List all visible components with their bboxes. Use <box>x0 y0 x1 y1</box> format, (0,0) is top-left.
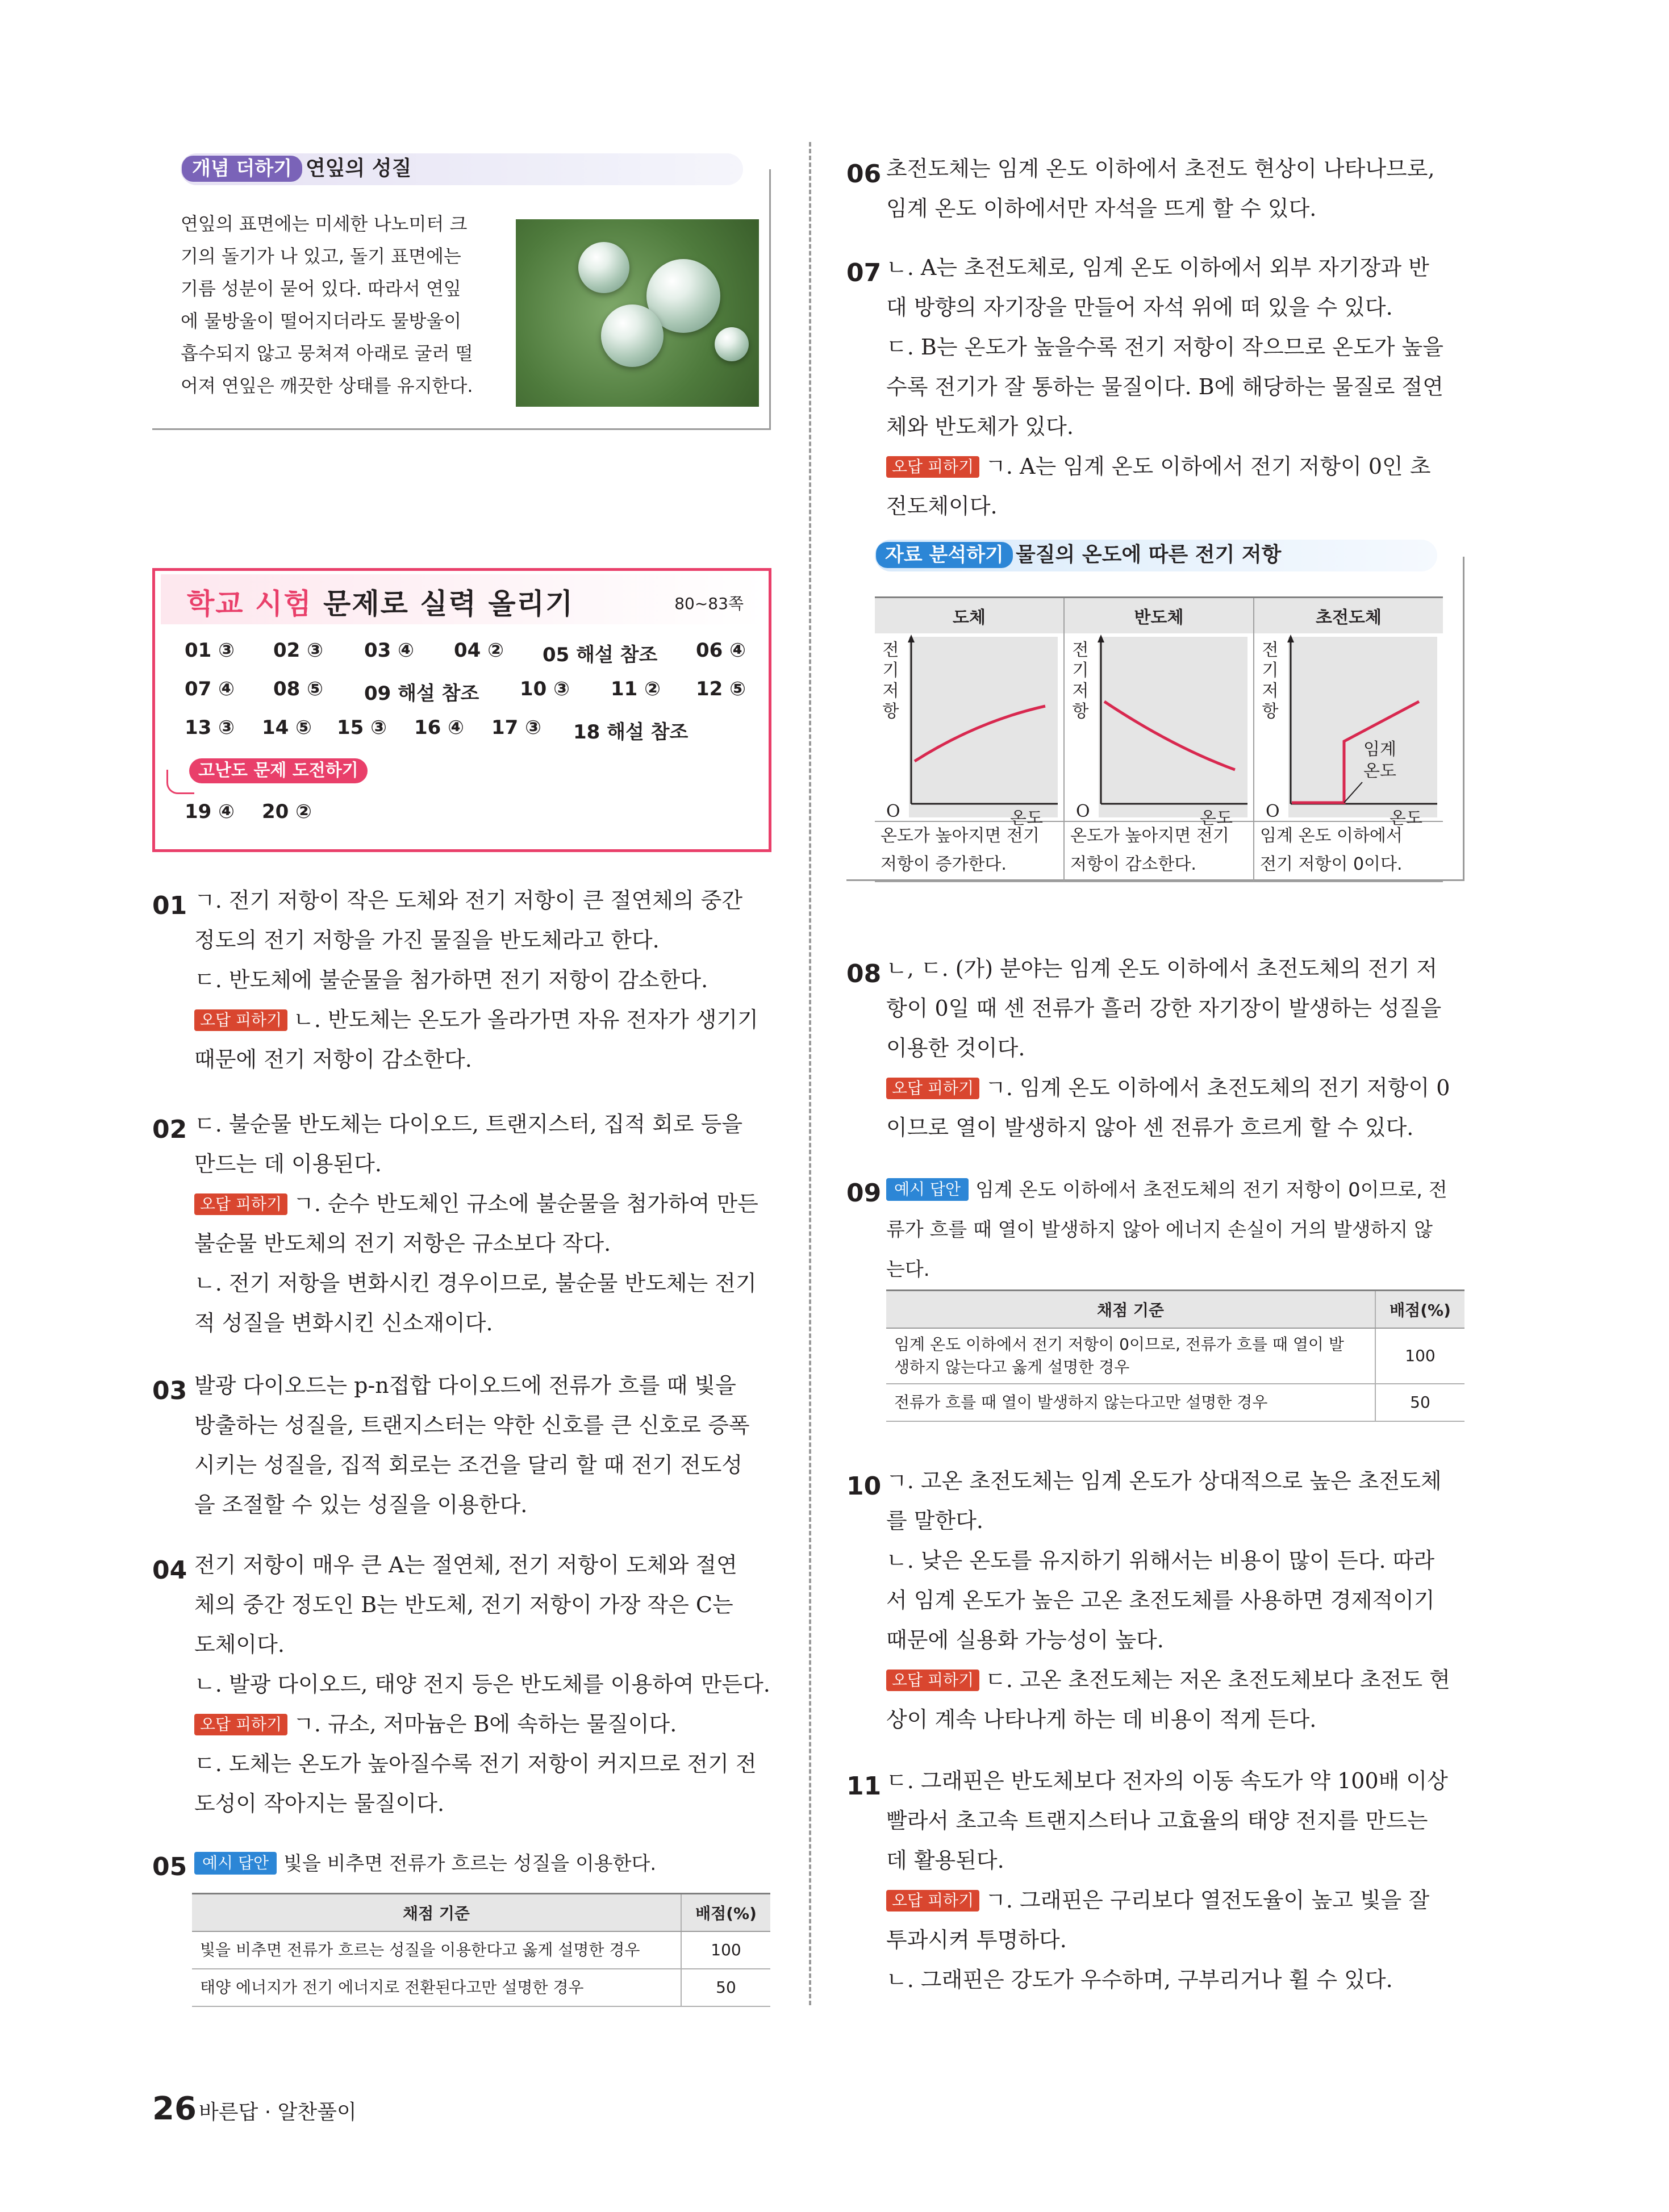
answer-line: ㄴ. A는 초전도체로, 임계 온도 이하에서 외부 자기장과 반 <box>886 255 1429 280</box>
desc-line: 임계 온도 이하에서 <box>1259 826 1403 846</box>
wrong-answer-tag: 오답 피하기 <box>886 1890 979 1911</box>
answer-line: 전도체이다. <box>886 494 998 519</box>
answer-line: 시키는 성질을, 집적 회로는 조건을 달리 할 때 전기 전도성 <box>194 1453 743 1478</box>
answer-item: 02 ③ <box>273 639 323 662</box>
y-label-char: 항 <box>1262 702 1279 721</box>
question-number: 03 <box>152 1376 187 1405</box>
answer-item: 14 ⑤ <box>262 716 312 739</box>
answer-item: 16 ④ <box>414 716 464 739</box>
answer-line <box>886 1660 1450 1700</box>
answer-text: ㄱ. 순수 반도체인 규소에 불순물을 첨가하여 만든 <box>293 1191 758 1216</box>
answer-line: 임계 온도 이하에서만 자석을 뜨게 할 수 있다. <box>886 196 1317 221</box>
answer-text: ㄱ. 그래핀은 구리보다 열전도율이 높고 빛을 잘 <box>985 1888 1430 1913</box>
critical-label-line: 온도 <box>1363 761 1396 781</box>
concept-line: 어져 연잎은 깨끗한 상태를 유지한다. <box>181 375 473 397</box>
column-conductor: 도체 <box>875 598 1064 634</box>
example-answer-tag: 예시 답안 <box>194 1852 277 1875</box>
y-axis-label <box>1259 640 1282 722</box>
question-number: 07 <box>846 258 882 287</box>
desc-line: 저항이 증가한다. <box>881 854 1007 874</box>
concept-line: 에 물방울이 떨어지더라도 물방울이 <box>181 310 462 332</box>
semiconductor-curve <box>1104 702 1235 770</box>
critical-label-line: 임계 <box>1363 740 1396 759</box>
graph-row <box>875 633 1443 821</box>
answer-line: 전기 저항이 매우 큰 A는 절연체, 전기 저항이 도체와 절연 <box>194 1552 737 1577</box>
y-label-char: 전 <box>882 640 899 660</box>
exam-title-accent: 학교 시험 <box>187 587 312 620</box>
semiconductor-description <box>1064 821 1254 882</box>
answer-item: 13 ③ <box>185 716 235 739</box>
answer-item: 18 해설 참조 <box>573 721 689 744</box>
scoring-table-09 <box>886 1289 1464 1422</box>
data-analysis-box <box>846 540 1466 880</box>
y-label-char: 저 <box>882 681 899 701</box>
answer-line <box>886 1170 1447 1210</box>
wrong-answer-tag: 오답 피하기 <box>886 1670 979 1691</box>
answer-line: 체와 반도체가 있다. <box>886 414 1074 439</box>
table-cell: 50 <box>1375 1384 1464 1421</box>
answer-item: 09 해설 참조 <box>364 682 479 705</box>
exam-header <box>161 574 766 624</box>
table-cell: 전류가 흐를 때 열이 발생하지 않는다고만 설명한 경우 <box>886 1384 1375 1421</box>
answer-item: 12 ⑤ <box>696 678 746 700</box>
answer-text: ㄷ. 고온 초전도체는 저온 초전도체보다 초전도 현 <box>985 1667 1450 1692</box>
answer-line <box>194 1704 677 1744</box>
wrong-answer-tag: 오답 피하기 <box>886 1078 979 1099</box>
answer-line: 이용한 것이다. <box>886 1036 1025 1061</box>
answer-line: ㄷ. B는 온도가 높을수록 전기 저항이 작으므로 온도가 높을 <box>886 335 1443 360</box>
table-cell: 100 <box>681 1931 770 1969</box>
answer-line <box>886 1068 1450 1108</box>
y-axis-arrow <box>1287 635 1294 642</box>
question-number: 11 <box>846 1772 882 1801</box>
water-drop <box>601 304 664 367</box>
answer-item: 08 ⑤ <box>273 678 323 700</box>
answer-line: ㄱ. 전기 저항이 작은 도체와 전기 저항이 큰 절연체의 중간 <box>194 888 743 913</box>
desc-line: 온도가 높아지면 전기 <box>1070 826 1229 846</box>
y-label-char: 항 <box>882 702 899 721</box>
column-divider <box>809 142 811 2005</box>
answer-item: 07 ④ <box>185 678 235 700</box>
table-row <box>886 1328 1464 1384</box>
answer-line: 정도의 전기 저항을 가진 물질을 반도체라고 한다. <box>194 928 660 953</box>
exam-pages: 80~83쪽 <box>674 594 744 613</box>
page-number: 26 <box>152 2090 197 2127</box>
answer-item: 20 ② <box>262 800 312 823</box>
concept-box <box>152 153 771 428</box>
answer-line: ㄷ. 반도체에 불순물을 첨가하면 전기 저항이 감소한다. <box>194 967 708 992</box>
cell-line: 생하지 않는다고 옳게 설명한 경우 <box>894 1358 1130 1376</box>
answer-line: 도체이다. <box>194 1632 285 1657</box>
answer-line: ㄴ, ㄷ. (가) 분야는 임계 온도 이하에서 초전도체의 전기 저 <box>886 956 1438 981</box>
table-row <box>886 1384 1464 1421</box>
scoring-table-05 <box>192 1893 770 2007</box>
y-label-char: 전 <box>1262 640 1279 660</box>
column-superconductor: 초전도체 <box>1254 598 1443 634</box>
example-answer-tag: 예시 답안 <box>886 1178 969 1201</box>
table-cell: 100 <box>1375 1328 1464 1384</box>
water-drop <box>578 242 629 293</box>
answer-line: 발광 다이오드는 p-n접합 다이오드에 전류가 흐를 때 빛을 <box>194 1373 736 1398</box>
table-header-row <box>886 1291 1464 1329</box>
concept-header <box>181 153 743 185</box>
answer-item: 15 ③ <box>337 716 387 739</box>
y-label-char: 전 <box>1072 640 1089 660</box>
exam-title-rest: 문제로 실력 올리기 <box>312 587 574 620</box>
answer-line: 빨라서 초고속 트랜지스터나 고효율의 태양 전지를 만드는 <box>886 1808 1428 1833</box>
lotus-leaf-photo <box>516 219 759 407</box>
graph-cell <box>1064 633 1254 828</box>
y-label-char: 기 <box>1262 661 1279 681</box>
concept-text <box>181 208 499 402</box>
table-row <box>192 1969 770 2006</box>
answer-item: 03 ④ <box>364 639 414 662</box>
x-axis-label: 온도 <box>1010 808 1043 828</box>
exam-answer-box <box>152 568 771 852</box>
column-semiconductor: 반도체 <box>1064 598 1254 634</box>
answer-item: 17 ③ <box>491 716 541 739</box>
y-axis-arrow <box>908 635 915 642</box>
superconductor-curve <box>1292 702 1419 803</box>
answer-line: 때문에 실용화 가능성이 높다. <box>886 1627 1164 1652</box>
wrong-answer-tag: 오답 피하기 <box>194 1193 287 1215</box>
desc-line: 온도가 높아지면 전기 <box>881 826 1040 846</box>
concept-badge: 개념 더하기 <box>182 156 302 182</box>
answer-line: 이므로 열이 발생하지 않아 센 전류가 흐르게 할 수 있다. <box>886 1115 1414 1140</box>
question-number: 08 <box>846 959 882 988</box>
concept-line: 흡수되지 않고 뭉쳐져 아래로 굴러 떨 <box>181 343 473 364</box>
answer-line: ㄷ. 불순물 반도체는 다이오드, 트랜지스터, 집적 회로 등을 <box>194 1112 743 1137</box>
question-number: 10 <box>846 1472 882 1501</box>
question-number: 01 <box>152 891 187 920</box>
superconductor-graph-svg <box>1254 633 1441 821</box>
answer-line: ㄴ. 전기 저항을 변화시킨 경우이므로, 불순물 반도체는 전기 <box>194 1271 757 1296</box>
x-axis-label: 온도 <box>1389 808 1422 828</box>
answer-text: ㄱ. A는 임계 온도 이하에서 전기 저항이 0인 초 <box>985 454 1431 479</box>
answer-item: 06 ④ <box>696 639 746 662</box>
table-header: 배점(%) <box>681 1894 770 1932</box>
answer-text: ㄱ. 규소, 저마늄은 B에 속하는 물질이다. <box>293 1712 677 1737</box>
graph-cell <box>875 633 1064 828</box>
answer-line: 데 활용된다. <box>886 1848 1004 1873</box>
cell-line: 임계 온도 이하에서 전기 저항이 0이므로, 전류가 흐를 때 열이 발 <box>894 1335 1344 1354</box>
x-axis-label: 온도 <box>1199 808 1233 828</box>
answer-line: 체의 중간 정도인 B는 반도체, 전기 저항이 가장 작은 C는 <box>194 1592 733 1617</box>
answer-line: 투과시켜 투명하다. <box>886 1927 1067 1952</box>
answer-line <box>194 1184 758 1224</box>
answer-line: ㄴ. 그래핀은 강도가 우수하며, 구부리거나 휠 수 있다. <box>886 1967 1393 1992</box>
answer-line: ㄴ. 낮은 온도를 유지하기 위해서는 비용이 많이 든다. 따라 <box>886 1548 1435 1573</box>
answer-line: 때문에 전기 저항이 감소한다. <box>194 1047 472 1072</box>
y-label-char: 기 <box>1072 661 1089 681</box>
answer-line: ㄷ. 그래핀은 반도체보다 전자의 이동 속도가 약 100배 이상 <box>886 1768 1448 1793</box>
question-number: 02 <box>152 1115 187 1144</box>
table-row <box>192 1931 770 1969</box>
superconductor-description <box>1254 821 1443 882</box>
question-number: 09 <box>846 1179 882 1208</box>
table-cell: 빛을 비추면 전류가 흐르는 성질을 이용한다고 옳게 설명한 경우 <box>192 1931 681 1969</box>
table-header: 채점 기준 <box>886 1291 1375 1329</box>
wrong-answer-tag: 오답 피하기 <box>194 1714 287 1735</box>
answer-line: 상이 계속 나타나게 하는 데 비용이 적게 든다. <box>886 1707 1317 1732</box>
semiconductor-graph <box>1065 633 1251 828</box>
critical-temp-label <box>1363 739 1396 782</box>
y-label-char: 항 <box>1072 702 1089 721</box>
y-axis-arrow <box>1098 635 1104 642</box>
answer-line: 을 조절할 수 있는 성질을 이용한다. <box>194 1492 528 1517</box>
answer-line: 방출하는 성질을, 트랜지스터는 약한 신호를 큰 신호로 증폭 <box>194 1413 750 1438</box>
answer-line: ㄷ. 도체는 온도가 높아질수록 전기 저항이 커지므로 전기 전 <box>194 1751 757 1776</box>
answer-line: 불순물 반도체의 전기 저항은 규소보다 작다. <box>194 1231 611 1256</box>
answer-line: 적 성질을 변화시킨 신소재이다. <box>194 1310 493 1335</box>
footer-label: 바른답 · 알찬풀이 <box>199 2101 357 2124</box>
y-axis-label <box>1069 640 1092 722</box>
concept-title: 연잎의 성질 <box>306 157 412 180</box>
table-header: 채점 기준 <box>192 1894 681 1932</box>
graph-cell <box>1254 633 1443 828</box>
answer-line: 서 임계 온도가 높은 고온 초전도체를 사용하면 경제적이기 <box>886 1588 1435 1613</box>
desc-line: 저항이 감소한다. <box>1070 854 1196 874</box>
answer-item: 19 ④ <box>185 800 235 823</box>
conductor-graph <box>875 633 1061 828</box>
question-number: 05 <box>152 1852 187 1881</box>
answer-line: 대 방향의 자기장을 만들어 자석 위에 떠 있을 수 있다. <box>886 295 1393 320</box>
answer-line: 수록 전기가 잘 통하는 물질이다. B에 해당하는 물질로 절연 <box>886 374 1443 399</box>
origin-label: O <box>1075 802 1090 821</box>
answer-line: 만드는 데 이용된다. <box>194 1151 382 1176</box>
answer-line <box>886 1880 1429 1920</box>
y-label-char: 저 <box>1072 681 1089 701</box>
resistance-graph-table <box>875 596 1443 882</box>
answer-line: 초전도체는 임계 온도 이하에서 초전도 현상이 나타나므로, <box>886 156 1435 181</box>
table-header: 배점(%) <box>1375 1291 1464 1329</box>
question-number: 06 <box>846 160 882 189</box>
answer-text: ㄴ. 반도체는 온도가 올라가면 자유 전자가 생기기 <box>293 1007 758 1032</box>
y-axis-label <box>879 640 902 722</box>
table-cell <box>886 1328 1375 1384</box>
answer-line: 항이 0일 때 센 전류가 흘러 강한 자기장이 발생하는 성질을 <box>886 996 1442 1021</box>
answer-text: 빛을 비추면 전류가 흐르는 성질을 이용한다. <box>283 1852 657 1875</box>
water-drop <box>715 327 749 361</box>
y-label-char: 기 <box>882 661 899 681</box>
description-row <box>875 821 1443 882</box>
answer-item: 10 ③ <box>520 678 570 700</box>
origin-label: O <box>886 802 900 821</box>
answer-line <box>194 1000 758 1040</box>
concept-line: 기의 돌기가 나 있고, 돌기 표면에는 <box>181 245 461 267</box>
conductor-graph-svg <box>875 633 1061 821</box>
answer-line: ㄱ. 고온 초전도체는 임계 온도가 상대적으로 높은 초전도체 <box>886 1468 1442 1493</box>
wrong-answer-tag: 오답 피하기 <box>194 1009 287 1031</box>
superconductor-graph <box>1254 633 1441 828</box>
table-cell: 태양 에너지가 전기 에너지로 전환된다고만 설명한 경우 <box>192 1969 681 2006</box>
answer-text: ㄱ. 임계 온도 이하에서 초전도체의 전기 저항이 0 <box>985 1075 1450 1100</box>
table-header-row <box>192 1894 770 1932</box>
critical-pointer <box>1344 782 1362 803</box>
analysis-header <box>875 540 1437 571</box>
answer-line <box>886 446 1431 486</box>
answer-line <box>194 1844 656 1884</box>
concept-line: 연잎의 표면에는 미세한 나노미터 크 <box>181 213 468 235</box>
answer-item: 04 ② <box>454 639 504 662</box>
conductor-curve <box>915 706 1045 761</box>
table-header-row <box>875 598 1443 634</box>
y-label-char: 저 <box>1262 681 1279 701</box>
answer-line: 는다. <box>886 1258 930 1281</box>
semiconductor-graph-svg <box>1065 633 1251 821</box>
origin-label: O <box>1265 802 1280 821</box>
answer-text: 임계 온도 이하에서 초전도체의 전기 저항이 0이므로, 전 <box>975 1179 1447 1201</box>
exam-title <box>187 581 574 622</box>
answer-line: ㄴ. 발광 다이오드, 태양 전지 등은 반도체를 이용하여 만든다. <box>194 1672 770 1697</box>
concept-line: 기름 성분이 묻어 있다. 따라서 연잎 <box>181 278 461 299</box>
answer-line: 도성이 작아지는 물질이다. <box>194 1791 445 1816</box>
hard-problem-badge: 고난도 문제 도전하기 <box>189 758 368 783</box>
answer-item: 05 해설 참조 <box>543 644 658 666</box>
wrong-answer-tag: 오답 피하기 <box>886 456 979 478</box>
answer-item: 11 ② <box>611 678 661 700</box>
conductor-description <box>875 821 1064 882</box>
answer-line: 를 말한다. <box>886 1508 983 1533</box>
answer-item: 01 ③ <box>185 639 235 662</box>
table-cell: 50 <box>681 1969 770 2006</box>
analysis-title: 물질의 온도에 따른 전기 저항 <box>1016 543 1282 566</box>
analysis-badge: 자료 분석하기 <box>876 542 1013 568</box>
question-number: 04 <box>152 1556 187 1585</box>
desc-line: 전기 저항이 0이다. <box>1259 854 1403 874</box>
answer-line: 류가 흐를 때 열이 발생하지 않아 에너지 손실이 거의 발생하지 않 <box>886 1218 1433 1241</box>
